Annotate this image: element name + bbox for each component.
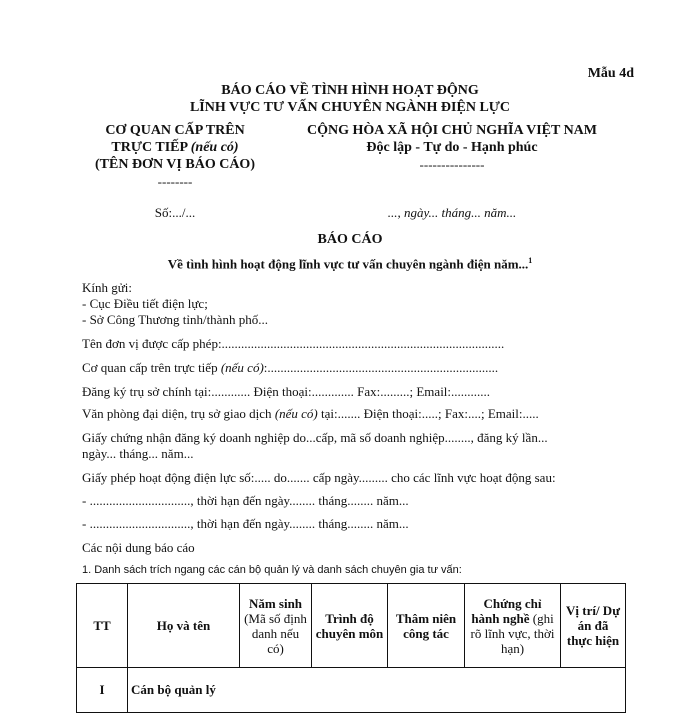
superior-agency-field-dots: :....................................................................... — [263, 360, 499, 375]
business-reg-line2: ngày... tháng... năm... — [82, 446, 194, 461]
head-office-field: Đăng ký trụ sở chính tại:............ Điện thoại:............. Fax:.........; Email:............ — [82, 384, 491, 399]
licensed-unit-field: Tên đơn vị được cấp phép:....................................................................................... — [82, 336, 505, 351]
superior-agency-line1: CƠ QUAN CẤP TRÊN — [105, 123, 245, 138]
rep-office-note: (nếu có) — [274, 406, 318, 421]
superior-agency-field — [82, 360, 498, 376]
header-cell: Trình độ chuyên môn — [312, 584, 388, 668]
table-row — [77, 668, 626, 713]
header-cell: Chứng chỉ hành nghề (ghi rõ lĩnh vực, thời hạn) — [465, 584, 561, 668]
license-item: - ..............................., thời hạn đến ngày........ tháng........ năm... — [82, 516, 409, 531]
superior-agency-text: TRỰC TIẾP — [111, 140, 188, 155]
header-cell: Thâm niên công tác — [388, 584, 465, 668]
group-number-cell: I — [77, 668, 128, 713]
main-title-line1: BÁO CÁO VỀ TÌNH HÌNH HOẠT ĐỘNG — [221, 83, 479, 98]
header-cell: Họ và tên — [128, 584, 240, 668]
recipient-item: - Sở Công Thương tỉnh/thành phố... — [82, 312, 268, 327]
report-date: ..., ngày... tháng... năm... — [387, 205, 517, 220]
group-label-cell: Cán bộ quản lý — [128, 668, 626, 713]
report-subtitle: Về tình hình hoạt động lĩnh vực tư vấn chuyên ngành điện năm... — [167, 256, 529, 272]
rep-office-label: Văn phòng đại diện, trụ sở giao dịch — [82, 406, 275, 421]
report-heading: BÁO CÁO — [317, 232, 383, 247]
footnote-mark: 1 — [528, 256, 533, 265]
license-field: Giấy phép hoạt động điện lực số:..... do....... cấp ngày......... cho các lĩnh vực hoạt động sau: — [82, 470, 556, 485]
header-cell: Năm sinh (Mã số định danh nếu có) — [240, 584, 312, 668]
document-number: Số:.../... — [154, 205, 196, 220]
recipient-item: - Cục Điều tiết điện lực; — [82, 296, 208, 311]
business-reg-line1: Giấy chứng nhận đăng ký doanh nghiệp do...cấp, mã số doanh nghiệp........, đăng ký lần... — [82, 430, 548, 445]
section-1-heading: 1. Danh sách trích ngang các cán bộ quản lý và danh sách chuyên gia tư vấn: — [82, 564, 462, 576]
header-cell: TT — [77, 584, 128, 668]
rep-office-dots: tại:....... Điện thoại:.....; Fax:....; Email:..... — [317, 406, 539, 421]
left-divider: -------- — [157, 174, 193, 189]
contents-label: Các nội dung báo cáo — [82, 540, 195, 555]
form-code: Mẫu 4d — [587, 66, 634, 81]
rep-office-field — [82, 406, 539, 422]
right-divider: --------------- — [419, 157, 485, 172]
staff-table — [76, 583, 626, 713]
national-title: CỘNG HÒA XÃ HỘI CHỦ NGHĨA VIỆT NAM — [306, 123, 597, 138]
reporting-unit-name: (TÊN ĐƠN VỊ BÁO CÁO) — [95, 157, 255, 172]
superior-agency-line2 — [70, 140, 280, 156]
license-item: - ..............................., thời hạn đến ngày........ tháng........ năm... — [82, 493, 409, 508]
superior-agency-note: (nếu có) — [190, 140, 239, 155]
national-motto: Độc lập - Tự do - Hạnh phúc — [366, 140, 538, 155]
table-header-row — [77, 584, 626, 668]
superior-agency-field-label: Cơ quan cấp trên trực tiếp — [82, 360, 221, 375]
header-cell: Vị trí/ Dự án đã thực hiện — [561, 584, 626, 668]
superior-agency-field-note: (nếu có) — [220, 360, 264, 375]
main-title-line2: LĨNH VỰC TƯ VẤN CHUYÊN NGÀNH ĐIỆN LỰC — [189, 100, 511, 115]
recipients-label: Kính gửi: — [82, 280, 133, 295]
report-subtitle-line — [0, 256, 700, 272]
